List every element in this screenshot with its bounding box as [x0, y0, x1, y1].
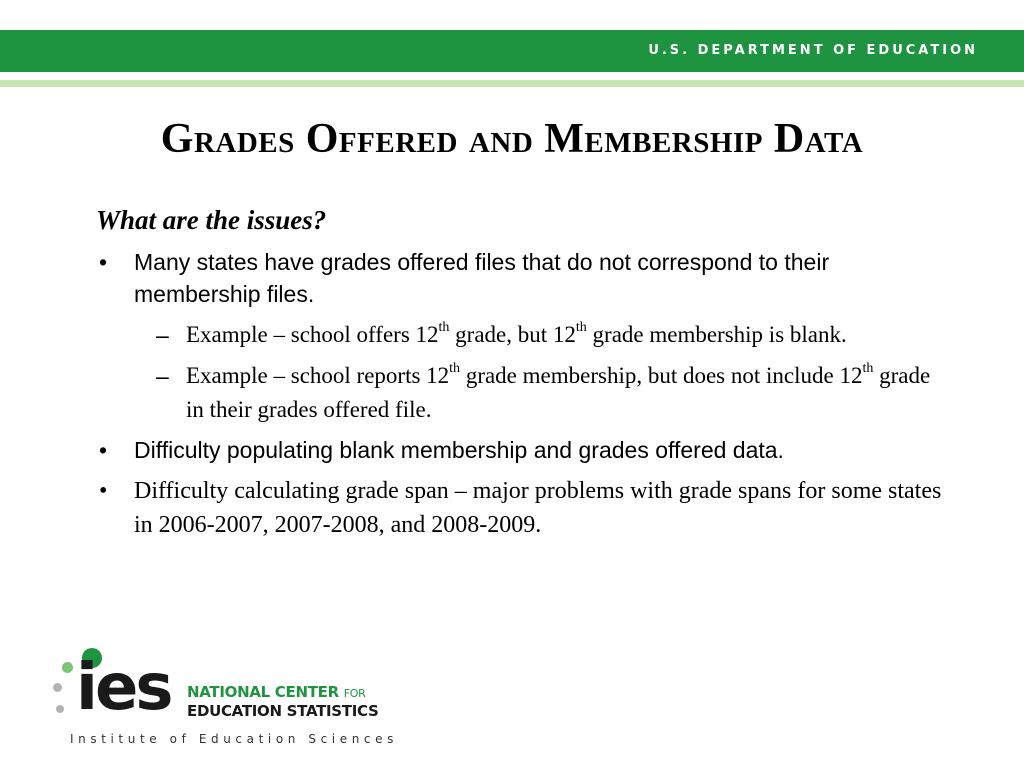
nces-line2: EDUCATION STATISTICS [187, 702, 379, 720]
logo-dot-icon [62, 662, 73, 673]
sub-bullet-item [96, 318, 946, 352]
nces-line1: NATIONAL CENTER FOR [187, 683, 366, 701]
agency-label: U.S. DEPARTMENT OF EDUCATION [648, 43, 978, 58]
sub-bullet-text: Example – school offers 12th grade, but 12th grade membership is blank. [186, 320, 847, 347]
dash-marker: – [156, 363, 169, 389]
slide-body [96, 205, 946, 542]
logo-dot-icon [56, 705, 64, 713]
bullet-text: Many states have grades offered files that do not correspond to their membership files. [134, 249, 830, 307]
ies-logo [50, 645, 398, 755]
bullet-text: Difficulty calculating grade span – major problems with grade spans for some states in 2006-2007, 2007-2008, and 2008-2009. [134, 478, 942, 538]
header-stripe [0, 80, 1024, 87]
bullet-text: Difficulty populating blank membership and grades offered data. [134, 437, 784, 463]
sub-bullet-item [96, 359, 946, 427]
bullet-marker: • [99, 249, 108, 275]
ies-tagline: Institute of Education Sciences [70, 732, 398, 746]
bullet-item [96, 434, 946, 466]
ies-wordmark: ies [76, 651, 171, 725]
logo-dot-icon [53, 683, 62, 692]
slide-title: Grades Offered and Membership Data [160, 116, 864, 162]
sub-bullet-text: Example – school reports 12th grade membership, but does not include 12th grade in their grades offered file. [186, 361, 931, 422]
bullet-item [96, 474, 946, 542]
dash-marker: – [156, 322, 169, 348]
bullet-marker: • [99, 437, 108, 463]
bullet-marker: • [99, 478, 108, 504]
subhead: What are the issues? [96, 205, 327, 235]
bullet-item [96, 246, 946, 310]
